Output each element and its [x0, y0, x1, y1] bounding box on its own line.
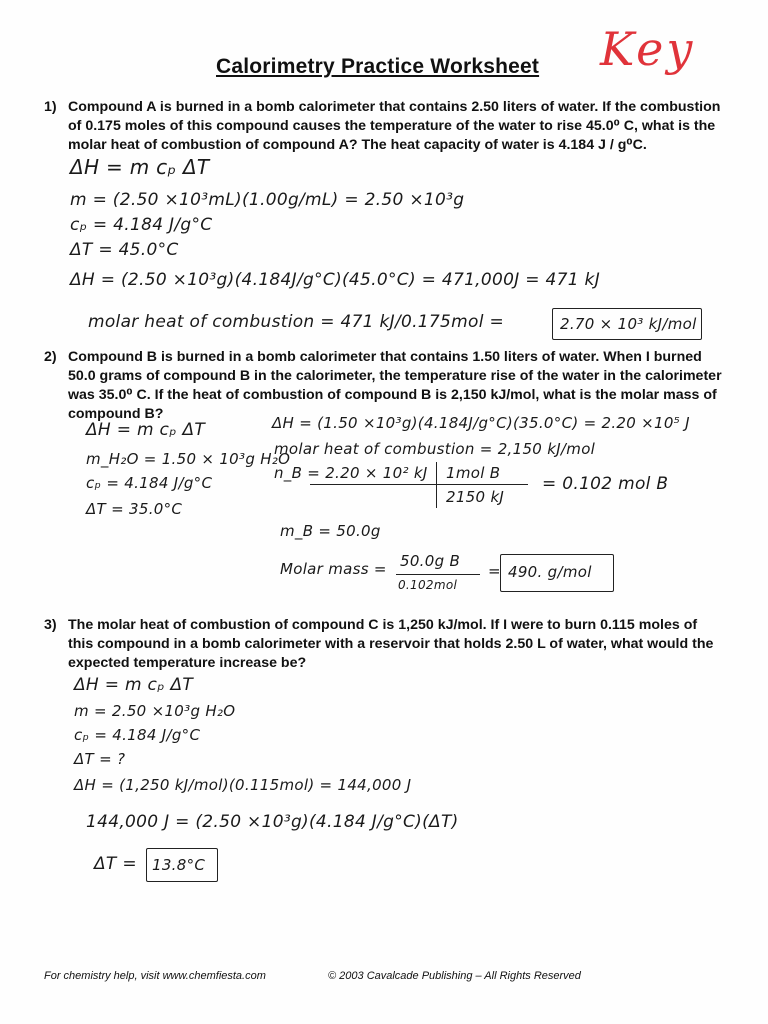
work-line: m_B = 50.0g — [280, 522, 381, 540]
question-text: Compound B is burned in a bomb calorimeter that contains 1.50 liters of water. When I burned 50.0 grams of compound B in the calorimeter, the temperature rise of the water in the calorimeter was 35.0⁰ C. If the heat of combustion of compound B is 2,150 kJ/mol, what is the molar mass of compound B? — [68, 349, 722, 422]
question-text: Compound A is burned in a bomb calorimeter that contains 2.50 liters of water. If the combustion of 0.175 moles of this compound causes the temperature of the water to rise 45.0⁰ C, what is the molar heat of combustion of compound A? The heat capacity of water is 4.184 J / g⁰C. — [68, 99, 721, 153]
work-line: molar heat of combustion = 2,150 kJ/mol — [274, 440, 596, 458]
work-line: n_B = 2.20 × 10² kJ — [274, 464, 428, 482]
question-2 — [44, 348, 724, 424]
work-line: ΔH = m cₚ ΔT — [86, 420, 206, 440]
work-line: = 0.102 mol B — [542, 474, 669, 494]
page-title: Calorimetry Practice Worksheet — [216, 55, 540, 78]
answer-text: 13.8°C — [152, 856, 206, 874]
work-line: ΔH = (2.50 ×10³g)(4.184J/g°C)(45.0°C) = 471,000J = 471 kJ — [70, 270, 601, 290]
work-line: cₚ = 4.184 J/g°C — [74, 726, 201, 744]
work-line: ΔT = 45.0°C — [70, 240, 179, 260]
work-line: 1mol B — [446, 464, 501, 482]
question-number: 2) — [44, 349, 57, 365]
work-line: cₚ = 4.184 J/g°C — [70, 215, 213, 235]
footer-copyright: © 2003 Cavalcade Publishing – All Rights Reserved — [328, 970, 581, 982]
work-line: ΔT = 35.0°C — [86, 500, 183, 518]
work-line: m_H₂O = 1.50 × 10³g H₂O — [86, 450, 291, 468]
question-number: 3) — [44, 617, 57, 633]
work-line: ΔH = m cₚ ΔT — [70, 155, 210, 179]
conversion-divider — [436, 462, 437, 508]
question-text: The molar heat of combustion of compound C is 1,250 kJ/mol. If I were to burn 0.115 moles of this compound in a bomb calorimeter with a reservoir that holds 2.50 L of water, what would the expected temperature increase be? — [68, 617, 714, 671]
question-number: 1) — [44, 99, 57, 115]
work-line: ΔH = m cₚ ΔT — [74, 675, 194, 695]
question-1 — [44, 98, 724, 155]
question-3 — [44, 616, 724, 673]
work-line: ΔH = (1,250 kJ/mol)(0.115mol) = 144,000 J — [74, 776, 412, 794]
answer-text: 2.70 × 10³ kJ/mol — [560, 315, 697, 333]
work-line: 2150 kJ — [446, 488, 505, 506]
footer-help-text: For chemistry help, visit www.chemfiesta.com — [44, 970, 266, 982]
fraction-line — [396, 574, 480, 575]
work-line: m = 2.50 ×10³g H₂O — [74, 702, 236, 720]
work-line: m = (2.50 ×10³mL)(1.00g/mL) = 2.50 ×10³g — [70, 190, 465, 210]
work-line: = — [488, 562, 501, 580]
conversion-line — [310, 484, 528, 485]
work-line: Molar mass = — [280, 560, 387, 578]
work-line: ΔT = — [94, 854, 137, 874]
work-line: molar heat of combustion = 471 kJ/0.175mol = — [88, 312, 504, 332]
work-line: cₚ = 4.184 J/g°C — [86, 474, 213, 492]
answer-text: 490. g/mol — [508, 563, 592, 581]
work-line: 0.102mol — [398, 578, 458, 592]
work-line: 144,000 J = (2.50 ×10³g)(4.184 J/g°C)(ΔT) — [86, 812, 459, 832]
work-line: ΔT = ? — [74, 750, 126, 768]
work-line: ΔH = (1.50 ×10³g)(4.184J/g°C)(35.0°C) = 2.20 ×10⁵ J — [272, 414, 690, 432]
work-line: 50.0g B — [400, 552, 461, 570]
answer-key-mark: Key — [600, 22, 696, 76]
